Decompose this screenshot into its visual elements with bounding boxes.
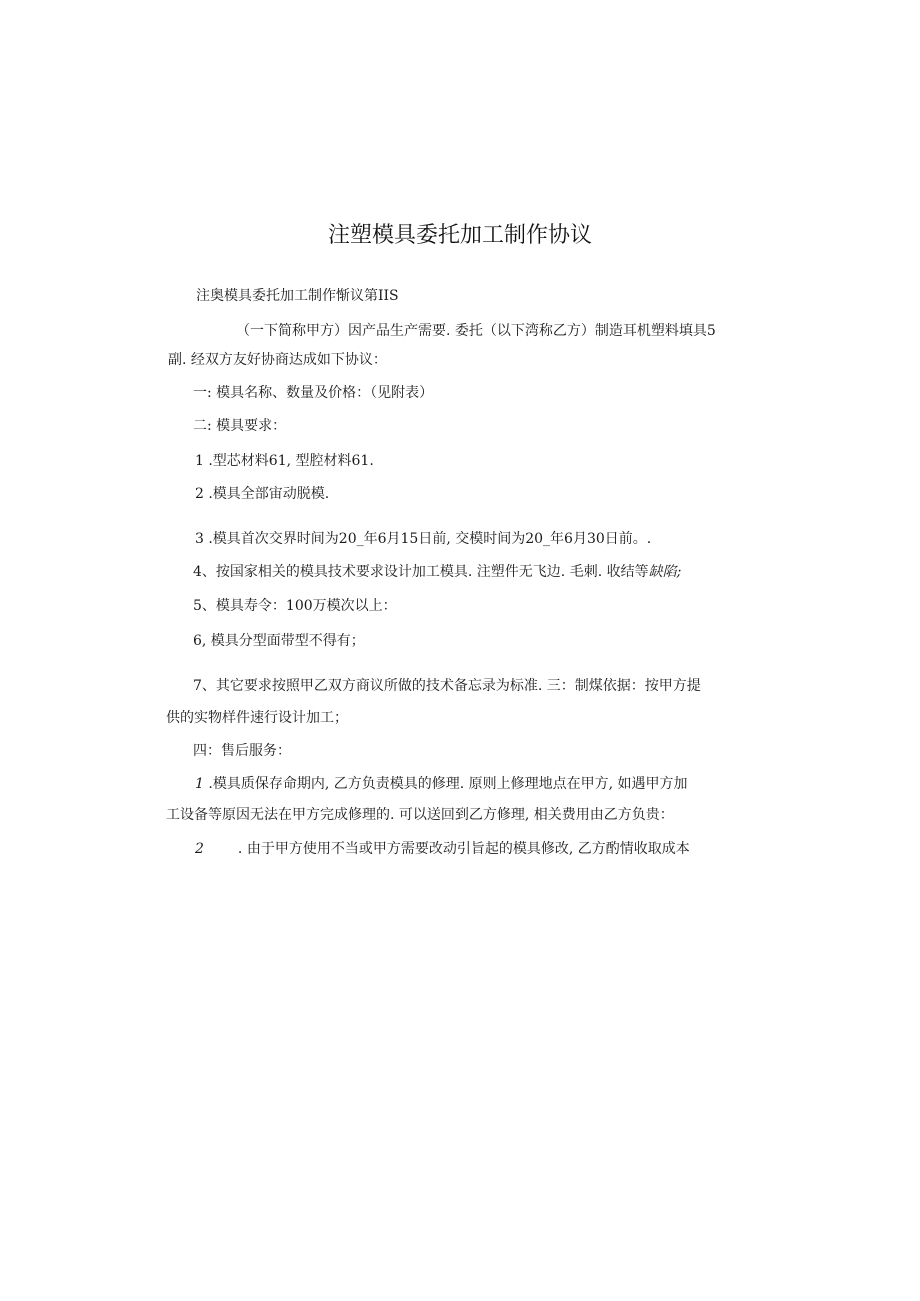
service-2-number: 2 <box>195 841 204 857</box>
requirement-4-text: 4、按国家相关的模具技术要求设计加工模具. 注塑件无飞边. 毛刺. 收结等 <box>193 564 649 580</box>
service-1-number: 1 <box>195 776 204 792</box>
requirement-4 <box>193 563 681 581</box>
service-1-line-1 <box>195 775 688 793</box>
requirement-2: 2 .模具全部宙动脱模. <box>195 486 330 502</box>
section-1-heading: 一: 模具名称、数量及价格：（见附表） <box>193 385 434 401</box>
service-1-text: .模具质保存命期内, 乙方负责模具的修理. 原则上修理地点在甲方, 如遇甲方加 <box>203 776 688 792</box>
service-2-text: . 由于甲方使用不当或甲方需要改动引旨起的模具修改, 乙方酌情收取成本 <box>237 841 690 857</box>
intro-paragraph-line-1: （一下简称甲方）因产品生产需要. 委托（以下湾称乙方）制造耳机塑料填具5 <box>236 323 716 339</box>
agreement-reference-line: 注奥模具委托加工制作惭议第IIS <box>196 288 399 304</box>
requirement-5: 5、模具寿令：100万模次以上： <box>193 598 397 614</box>
requirement-7-line-2: 供的实物样件速行设计加工； <box>166 710 348 726</box>
requirement-1: 1 .型芯材料61, 型腔材料61. <box>195 453 374 469</box>
section-4-heading: 四：售后服务： <box>193 743 291 759</box>
intro-paragraph-line-2: 副. 经双方友好协商达成如下协议： <box>168 352 387 368</box>
requirement-4-end: 缺陷; <box>648 564 682 580</box>
service-2-line-1 <box>195 840 690 858</box>
section-2-heading: 二: 模具要求： <box>193 418 287 434</box>
service-1-line-2: 工设备等原因无法在甲方完成修理的. 可以送回到乙方修理, 相关费用由乙方负贵： <box>166 807 674 823</box>
requirement-6: 6, 模具分型面带型不得有； <box>193 633 365 649</box>
requirement-7-line-1: 7、其它要求按照甲乙双方商议所做的技术备忘录为标准. 三：制煤依据：按甲方提 <box>193 678 701 694</box>
requirement-3: 3 .模具首次交界时间为20_年6月15日前, 交模时间为20_年6月30日前。. <box>195 531 652 547</box>
document-title: 注塑模具委托加工制作协议 <box>327 223 592 248</box>
